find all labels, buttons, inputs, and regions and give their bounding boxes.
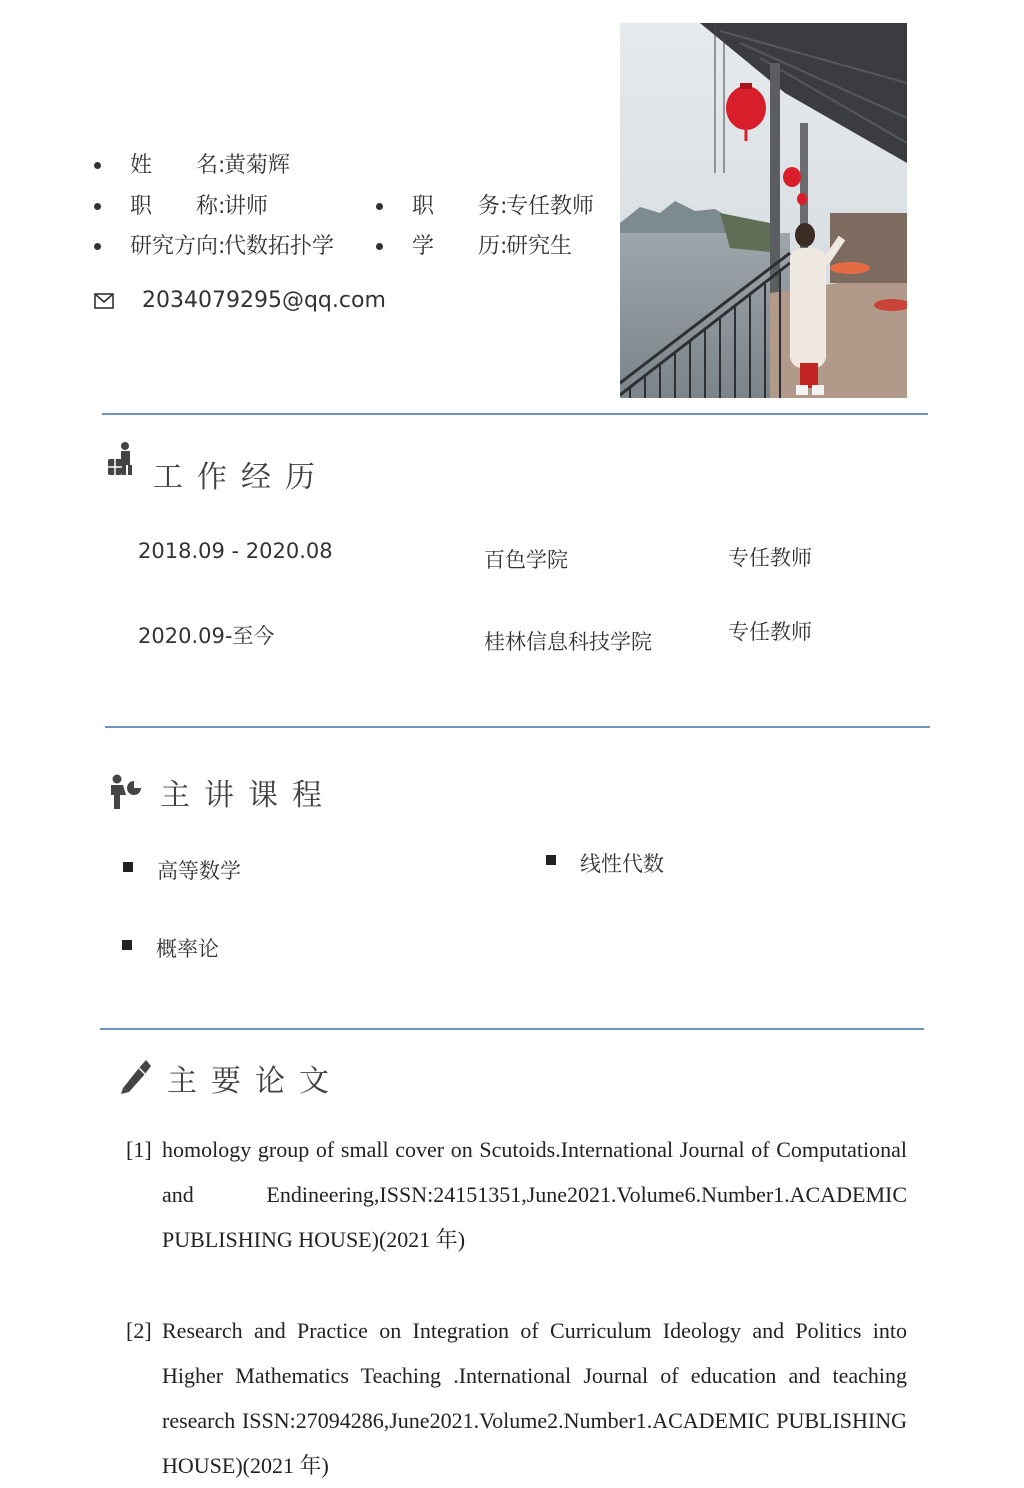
section-divider xyxy=(100,1028,924,1030)
course-item: 概率论 xyxy=(156,937,219,961)
education-value: 研究生 xyxy=(506,234,573,259)
work-period: 2020.09-至今 xyxy=(138,624,275,648)
bullet-icon xyxy=(94,162,101,169)
name-label: 姓 名: xyxy=(130,153,226,178)
research-value: 代数拓扑学 xyxy=(224,234,335,259)
research-label: 研究方向: xyxy=(130,234,226,259)
course-item: 线性代数 xyxy=(580,852,664,876)
pen-icon xyxy=(119,1058,153,1094)
paper-item xyxy=(126,1308,907,1488)
paper-number: [1] xyxy=(126,1137,152,1162)
square-bullet-icon xyxy=(122,940,132,950)
section-title-papers: 主要论文 xyxy=(167,1064,343,1099)
bullet-icon xyxy=(376,243,383,250)
course-item: 高等数学 xyxy=(157,859,241,883)
paper-item xyxy=(126,1127,907,1262)
presenter-icon xyxy=(108,774,142,810)
work-institution: 桂林信息科技学院 xyxy=(484,630,652,654)
work-role: 专任教师 xyxy=(728,620,812,644)
work-role: 专任教师 xyxy=(728,546,812,570)
title-value: 讲师 xyxy=(224,194,269,219)
profile-photo xyxy=(620,23,907,398)
square-bullet-icon xyxy=(546,855,556,865)
teacher-icon xyxy=(106,441,140,477)
title-label: 职 称: xyxy=(130,194,226,219)
section-title-courses: 主讲课程 xyxy=(160,778,336,813)
section-divider xyxy=(102,413,928,415)
square-bullet-icon xyxy=(123,862,133,872)
email-link[interactable]: 2034079295@qq.com xyxy=(142,288,386,313)
education-label: 学 历: xyxy=(412,234,508,259)
paper-citation: Research and Practice on Integration of Curriculum Ideology and Politics into Higher Mathematics Teaching .International Journal of education and teaching research ISSN:27094286,June2021.Volume2.Number1.ACADEMIC PUBLISHING HOUSE)(2021 年) xyxy=(162,1318,907,1478)
work-period: 2018.09 - 2020.08 xyxy=(138,539,333,563)
paper-number: [2] xyxy=(126,1318,152,1343)
position-value: 专任教师 xyxy=(506,194,595,219)
bullet-icon xyxy=(376,203,383,210)
section-divider xyxy=(105,726,930,728)
name-value: 黄菊辉 xyxy=(224,153,291,178)
paper-citation: homology group of small cover on Scutoids.International Journal of Computational and Endineering,ISSN:24151351,June2021.Volume6.Number1.ACADEMIC PUBLISHING HOUSE)(2021 年) xyxy=(162,1137,907,1252)
position-label: 职 务: xyxy=(412,194,508,219)
bullet-icon xyxy=(94,243,101,250)
envelope-icon xyxy=(94,293,114,309)
bullet-icon xyxy=(94,203,101,210)
work-institution: 百色学院 xyxy=(484,548,568,572)
section-title-work: 工作经历 xyxy=(153,460,329,495)
